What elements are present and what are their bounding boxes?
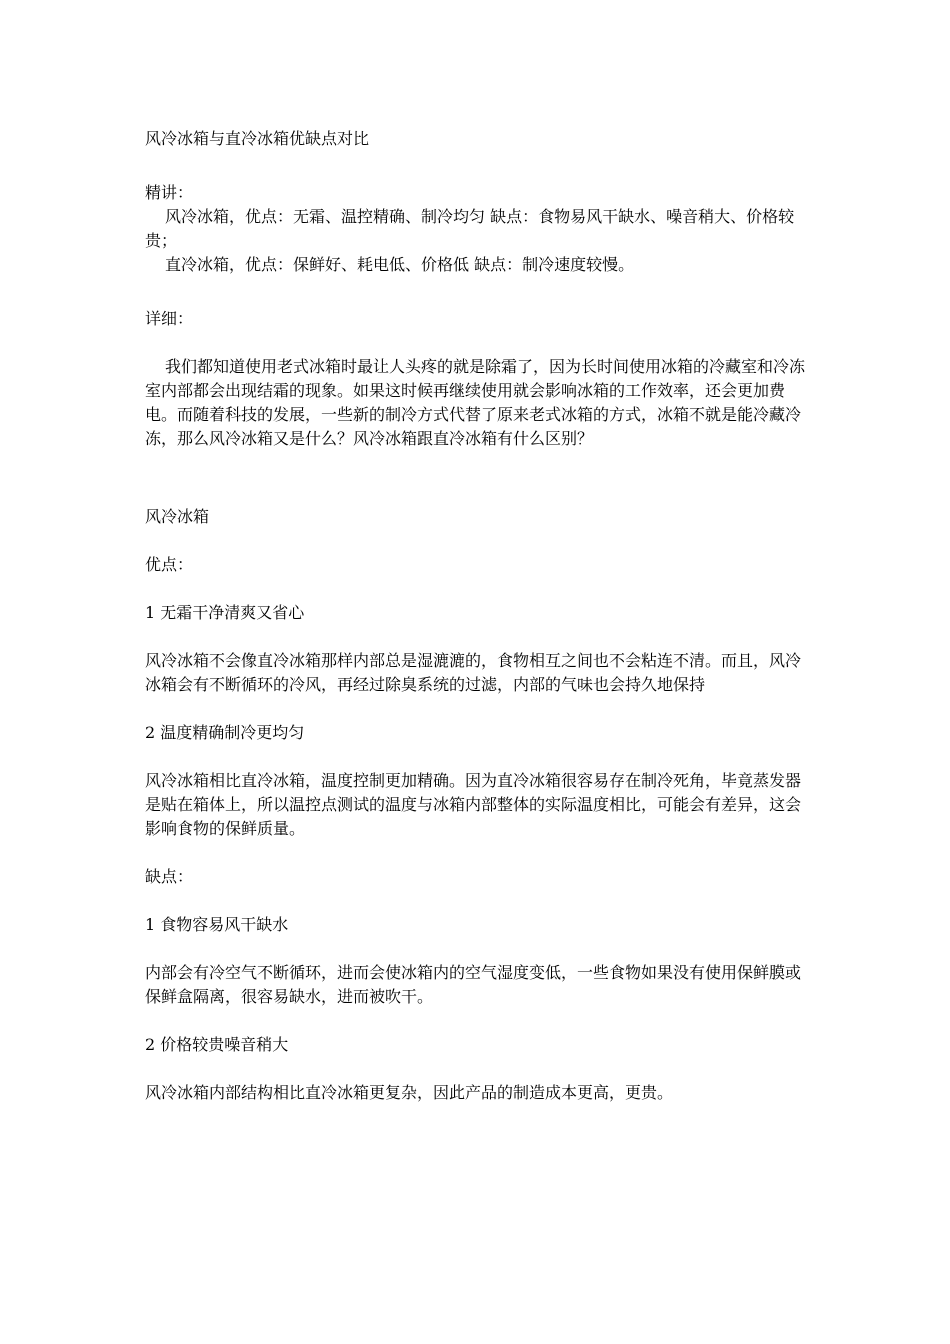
summary-item-air-cooled: 风冷冰箱，优点：无霜、温控精确、制冷均匀 缺点：食物易风干缺水、噪音稍大、价格较贵； [145,207,795,250]
pro-item-text: 风冷冰箱不会像直冷冰箱那样内部总是湿漉漉的，食物相互之间也不会粘连不清。而且，风冷冰箱会有不断循环的冷风，再经过除臭系统的过滤，内部的气味也会持久地保持 [145,651,802,694]
summary-item-direct-cooled: 直冷冰箱，优点：保鲜好、耗电低、价格低 缺点：制冷速度较慢。 [165,255,635,274]
con-item-text: 风冷冰箱内部结构相比直冷冰箱更复杂，因此产品的制造成本更高，更贵。 [145,1083,674,1102]
con-item-title: 1 食物容易风干缺水 [145,915,289,934]
pro-item-title: 1 无霜干净清爽又省心 [145,603,305,622]
con-item-title: 2 价格较贵噪音稍大 [145,1035,289,1054]
document-title: 风冷冰箱与直冷冰箱优缺点对比 [145,129,370,148]
summary-heading: 精讲： [145,183,194,202]
pros-heading: 优点： [145,555,194,574]
section-heading-air-cooled: 风冷冰箱 [145,507,210,526]
document-page [145,127,813,1105]
detail-intro-paragraph: 我们都知道使用老式冰箱时最让人头疼的就是除霜了，因为长时间使用冰箱的冷藏室和冷冻室内部都会出现结霜的现象。如果这时候再继续使用就会影响冰箱的工作效率，还会更加费电。而随着科技的发展，一些新的制冷方式代替了原来老式冰箱的方式，冰箱不就是能冷藏冷冻，那么风冷冰箱又是什么？风冷冰箱跟直冷冰箱有什么区别？ [145,357,806,448]
pro-item-text: 风冷冰箱相比直冷冰箱，温度控制更加精确。因为直冷冰箱很容易存在制冷死角，毕竟蒸发器是贴在箱体上，所以温控点测试的温度与冰箱内部整体的实际温度相比，可能会有差异，这会影响食物的保鲜质量。 [145,771,802,838]
con-item-text: 内部会有冷空气不断循环，进而会使冰箱内的空气湿度变低，一些食物如果没有使用保鲜膜或保鲜盒隔离，很容易缺水，进而被吹干。 [145,963,802,1006]
detail-heading: 详细： [145,309,194,328]
pro-item-title: 2 温度精确制冷更均匀 [145,723,305,742]
cons-heading: 缺点： [145,867,194,886]
